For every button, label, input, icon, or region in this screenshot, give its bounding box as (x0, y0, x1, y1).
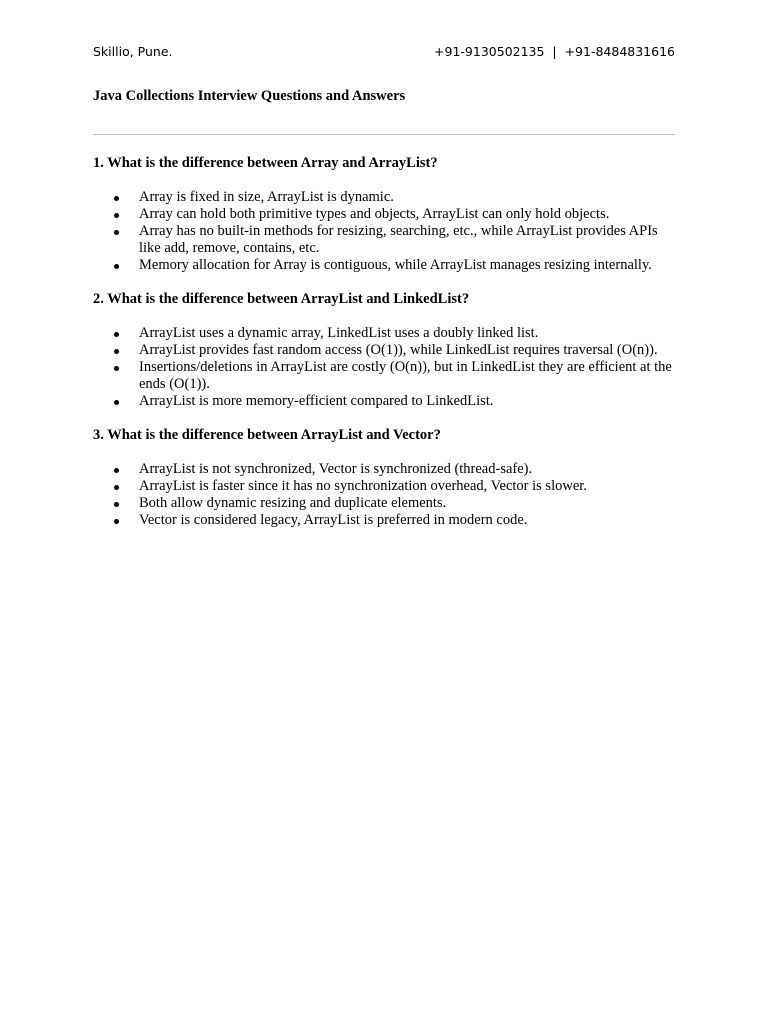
answer-item (93, 478, 675, 495)
answer-item (93, 206, 675, 223)
answer-item (93, 223, 675, 257)
answer-text: Both allow dynamic resizing and duplicate elements. (139, 495, 447, 511)
answer-text: Array is fixed in size, ArrayList is dynamic. (139, 189, 394, 205)
contact-phones: +91-9130502135 | +91-8484831616 (434, 44, 675, 59)
answer-text: Vector is considered legacy, ArrayList is preferred in modern code. (139, 512, 528, 528)
answer-item (93, 393, 675, 410)
answer-item (93, 189, 675, 206)
question-heading: 1. What is the difference between Array and ArrayList? (93, 155, 438, 171)
bullet-icon (114, 213, 119, 218)
bullet-icon (114, 400, 119, 405)
answer-item (93, 461, 675, 478)
question-heading: 3. What is the difference between ArrayList and Vector? (93, 427, 441, 443)
answer-text: ArrayList is faster since it has no synchronization overhead, Vector is slower. (139, 478, 587, 494)
bullet-icon (114, 366, 119, 371)
answer-text: ArrayList uses a dynamic array, LinkedList uses a doubly linked list. (139, 325, 539, 341)
bullet-icon (114, 468, 119, 473)
question-section-2 (93, 290, 675, 410)
answer-text: Array can hold both primitive types and objects, ArrayList can only hold objects. (139, 206, 610, 222)
question-heading: 2. What is the difference between ArrayList and LinkedList? (93, 291, 470, 307)
document-title: Java Collections Interview Questions and Answers (93, 88, 406, 104)
bullet-icon (114, 264, 119, 269)
answer-item (93, 325, 675, 342)
bullet-icon (114, 349, 119, 354)
bullet-icon (114, 519, 119, 524)
answer-text: ArrayList is more memory-efficient compared to LinkedList. (139, 393, 494, 409)
company-name: Skillio, Pune. (93, 44, 173, 59)
answer-text: Array has no built-in methods for resizing, searching, etc., while ArrayList provides APIs like add, remove, contains, etc. (139, 223, 658, 256)
question-section-3 (93, 426, 675, 529)
answer-text: Memory allocation for Array is contiguous, while ArrayList manages resizing internally. (139, 257, 652, 273)
document-body (93, 154, 675, 545)
bullet-icon (114, 332, 119, 337)
answer-list (93, 461, 675, 529)
answer-item (93, 512, 675, 529)
bullet-icon (114, 502, 119, 507)
answer-item (93, 257, 675, 274)
answer-text: ArrayList provides fast random access (O(1)), while LinkedList requires traversal (O(n)). (139, 342, 658, 358)
answer-item (93, 495, 675, 512)
bullet-icon (114, 230, 119, 235)
answer-text: Insertions/deletions in ArrayList are costly (O(n)), but in LinkedList they are efficient at the ends (O(1)). (139, 359, 672, 392)
answer-item (93, 342, 675, 359)
answer-text: ArrayList is not synchronized, Vector is synchronized (thread-safe). (139, 461, 533, 477)
page-header (93, 43, 675, 63)
horizontal-divider (93, 134, 675, 135)
answer-list (93, 189, 675, 274)
question-section-1 (93, 154, 675, 274)
answer-list (93, 325, 675, 410)
answer-item (93, 359, 675, 393)
bullet-icon (114, 196, 119, 201)
bullet-icon (114, 485, 119, 490)
